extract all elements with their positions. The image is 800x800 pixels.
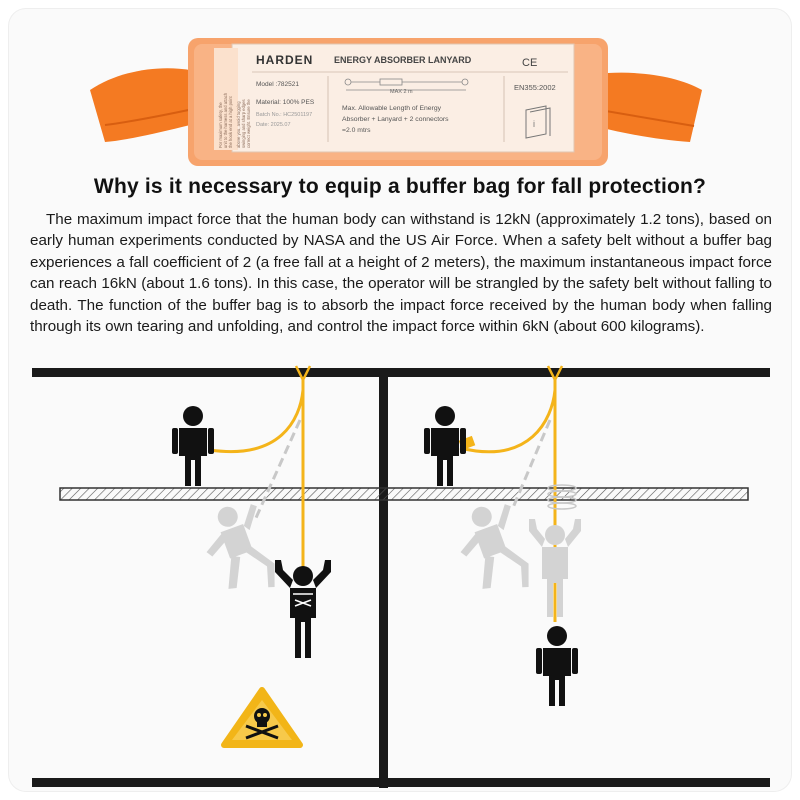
falling-worker-ghost-right: [448, 497, 539, 605]
right-strap: [595, 73, 702, 142]
fall-comparison-illustration: [0, 355, 800, 800]
date-text: Date: 2025.07: [256, 122, 291, 128]
product-title: ENERGY ABSORBER LANYARD: [334, 55, 472, 65]
standard-text: EN355:2002: [514, 83, 556, 92]
side-text-2: unit to the harness and attach: [223, 92, 228, 148]
article-heading: Why is it necessary to equip a buffer bag for fall protection?: [93, 175, 707, 198]
side-text-1: For maximum safety, the: [218, 102, 223, 148]
article-body: The maximum impact force that the human body can withstand is 12kN (approximately 1.2 tons), based on early human experiments conducted by NASA and the US Air Force. When a safety belt without a buffer bag experiences a fall coefficient of 2 (a free fall at a height of 2 meters), the maximum instantaneous impact force can reach 16kN (about 1.6 tons). In this case, the operator will be strangled by the safety belt without falling to death. The function of the buffer bag is to absorb the impact force received by the human body when falling through its own tearing and unfolding, and control the impact force within 6kN (about 600 kilograms).: [30, 211, 772, 336]
material-text: Material: 100% PES: [256, 99, 315, 106]
brand-logo: HARDEN: [256, 53, 314, 67]
model-text: Model :782521: [256, 81, 300, 88]
side-text-5: swinging and sharp edges: [241, 99, 246, 148]
standing-worker-left: [172, 406, 214, 486]
side-text-4: above you, avoid tugging: [236, 101, 241, 148]
platform: [60, 488, 748, 500]
standing-worker-right: [424, 406, 466, 486]
hanging-worker-safe: [536, 626, 578, 706]
hanging-worker-strangled: [275, 560, 331, 658]
instruction-line-2: Absorber + Lanyard + 2 connectors: [342, 116, 449, 123]
side-text-6: correct weight. Ensure the: [246, 99, 251, 148]
falling-worker-ghost-left: [194, 497, 285, 605]
batch-text: Batch No.: HC2501197: [256, 112, 313, 118]
left-strap: [90, 68, 202, 142]
divider-column: [379, 368, 388, 788]
instruction-line-1: Max. Allowable Length of Energy: [342, 105, 441, 112]
right-scenario-with-buffer: [424, 366, 581, 706]
ce-mark: CE: [522, 57, 538, 69]
left-scenario-no-buffer: [172, 366, 331, 745]
ceiling-beam: [32, 368, 770, 377]
side-text-3: the hook end at a high point: [228, 96, 233, 148]
svg-text:i: i: [533, 119, 535, 129]
floor-beam: [32, 778, 770, 787]
max-length-label: MAX 2 m: [390, 89, 413, 95]
instruction-line-3: =2.0 mtrs: [342, 127, 371, 134]
energy-absorber-product-image: [90, 30, 710, 180]
skull-crossbones-warning-icon: [224, 690, 300, 745]
